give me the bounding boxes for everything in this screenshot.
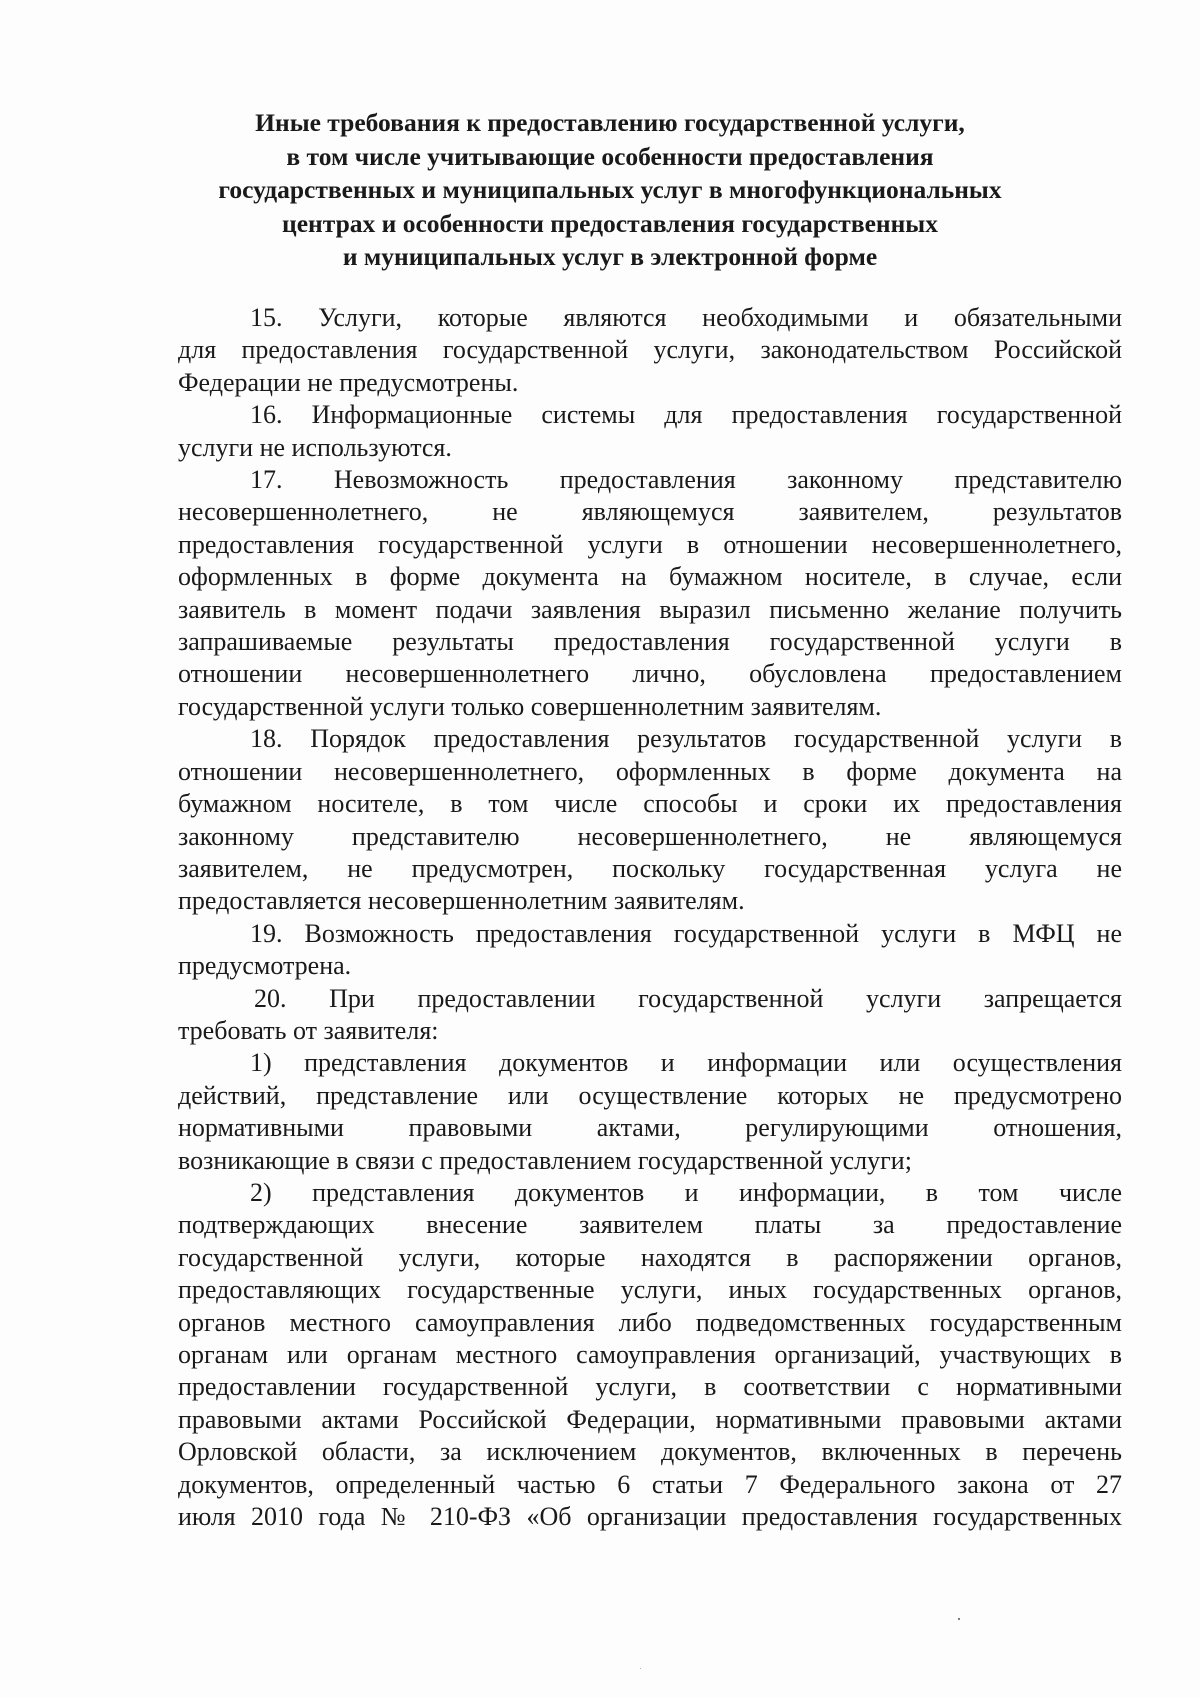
paragraph-19 (178, 918, 1122, 983)
paragraph-line: подтверждающих внесение заявителем платы за предоставление (178, 1210, 1122, 1240)
list-item-1 (178, 1047, 1122, 1177)
paragraph-line: для предоставления государственной услуги, законодательством Российской (178, 335, 1122, 365)
paragraph-line: предоставления государственной услуги в отношении несовершеннолетнего, (178, 529, 1122, 559)
paragraph-line: оформленных в форме документа на бумажном носителе, в случае, если (178, 562, 1122, 592)
heading-line: в том числе учитывающие особенности предоставления (286, 141, 934, 171)
paragraph-16 (178, 399, 1122, 464)
paragraph-line: предоставляется несовершеннолетним заявителям. (178, 886, 745, 916)
scan-speck (640, 1668, 641, 1669)
paragraph-line: отношении несовершеннолетнего лично, обусловлена предоставлением (178, 659, 1122, 689)
paragraph-line: 1) представления документов и информации или осуществления (250, 1048, 1122, 1078)
paragraph-line: действий, представление или осуществление которых не предусмотрено (178, 1080, 1122, 1110)
paragraph-line: несовершеннолетнего, не являющемуся заявителем, результатов (178, 497, 1122, 527)
paragraph-line: органам или органам местного самоуправления организаций, участвующих в (178, 1340, 1122, 1369)
paragraph-line: документов, определенный частью 6 статьи 7 Федерального закона от 27 (178, 1469, 1122, 1499)
paragraph-line: июля 2010 года № 210-ФЗ «Об организации предоставления государственных (178, 1502, 1122, 1532)
paragraph-line: заявитель в момент подачи заявления выразил письменно желание получить (178, 594, 1122, 624)
paragraph-line: 17. Невозможность предоставления законному представителю (250, 465, 1122, 495)
paragraph-line: правовыми актами Российской Федерации, нормативными правовыми актами (178, 1404, 1122, 1434)
paragraph-line: возникающие в связи с предоставлением государственной услуги; (178, 1145, 912, 1175)
paragraph-line: 18. Порядок предоставления результатов государственной услуги в (250, 724, 1122, 754)
paragraph-line: отношении несовершеннолетнего, оформленных в форме документа на (178, 756, 1122, 786)
paragraph-15 (178, 302, 1122, 399)
paragraph-line: предусмотрена. (178, 951, 352, 981)
paragraph-line: государственной услуги только совершеннолетним заявителям. (178, 691, 882, 721)
paragraph-18 (178, 723, 1122, 917)
heading-line: центрах и особенности предоставления государственных (282, 208, 938, 238)
paragraph-20 (178, 983, 1122, 1048)
heading-line: Иные требования к предоставлению государственной услуги, (255, 108, 965, 137)
paragraph-line: предоставлении государственной услуги, в соответствии с нормативными (178, 1372, 1122, 1402)
paragraph-17 (178, 464, 1122, 723)
paragraph-line: органов местного самоуправления либо подведомственных государственным (178, 1307, 1122, 1337)
paragraph-line: 19. Возможность предоставления государственной услуги в МФЦ не (250, 918, 1122, 948)
paragraph-line: требовать от заявителя: (178, 1015, 439, 1045)
paragraph-line: государственной услуги, которые находятся в распоряжении органов, (178, 1242, 1122, 1272)
heading-line: и муниципальных услуг в электронной форме (342, 242, 878, 271)
paragraph-line: заявителем, не предусмотрен, поскольку государственная услуга не (178, 853, 1122, 883)
paragraph-line: услуги не используются. (178, 432, 452, 462)
list-item-2 (178, 1177, 1122, 1533)
paragraph-line: 2) представления документов и информации, в том числе (250, 1177, 1122, 1207)
document-body (178, 302, 1122, 1533)
paragraph-line: 15. Услуги, которые являются необходимыми и обязательными (250, 303, 1122, 332)
paragraph-line: законному представителю несовершеннолетнего, не являющемуся (178, 821, 1122, 851)
paragraph-line: предоставляющих государственные услуги, иных государственных органов, (178, 1275, 1122, 1305)
paragraph-line: 16. Информационные системы для предоставления государственной (250, 400, 1122, 430)
paragraph-line: запрашиваемые результаты предоставления государственной услуги в (178, 627, 1122, 657)
scan-speck (958, 1618, 960, 1620)
paragraph-line: 20. При предоставлении государственной услуги запрещается (254, 983, 1122, 1013)
heading-line: государственных и муниципальных услуг в многофункциональных (218, 175, 1002, 204)
paragraph-line: Федерации не предусмотрены. (178, 367, 519, 397)
paragraph-line: бумажном носителе, в том числе способы и сроки их предоставления (178, 789, 1122, 819)
paragraph-line: нормативными правовыми актами, регулирующими отношения, (178, 1113, 1122, 1143)
paragraph-line: Орловской области, за исключением документов, включенных в перечень (178, 1437, 1122, 1467)
section-heading (150, 106, 1070, 274)
